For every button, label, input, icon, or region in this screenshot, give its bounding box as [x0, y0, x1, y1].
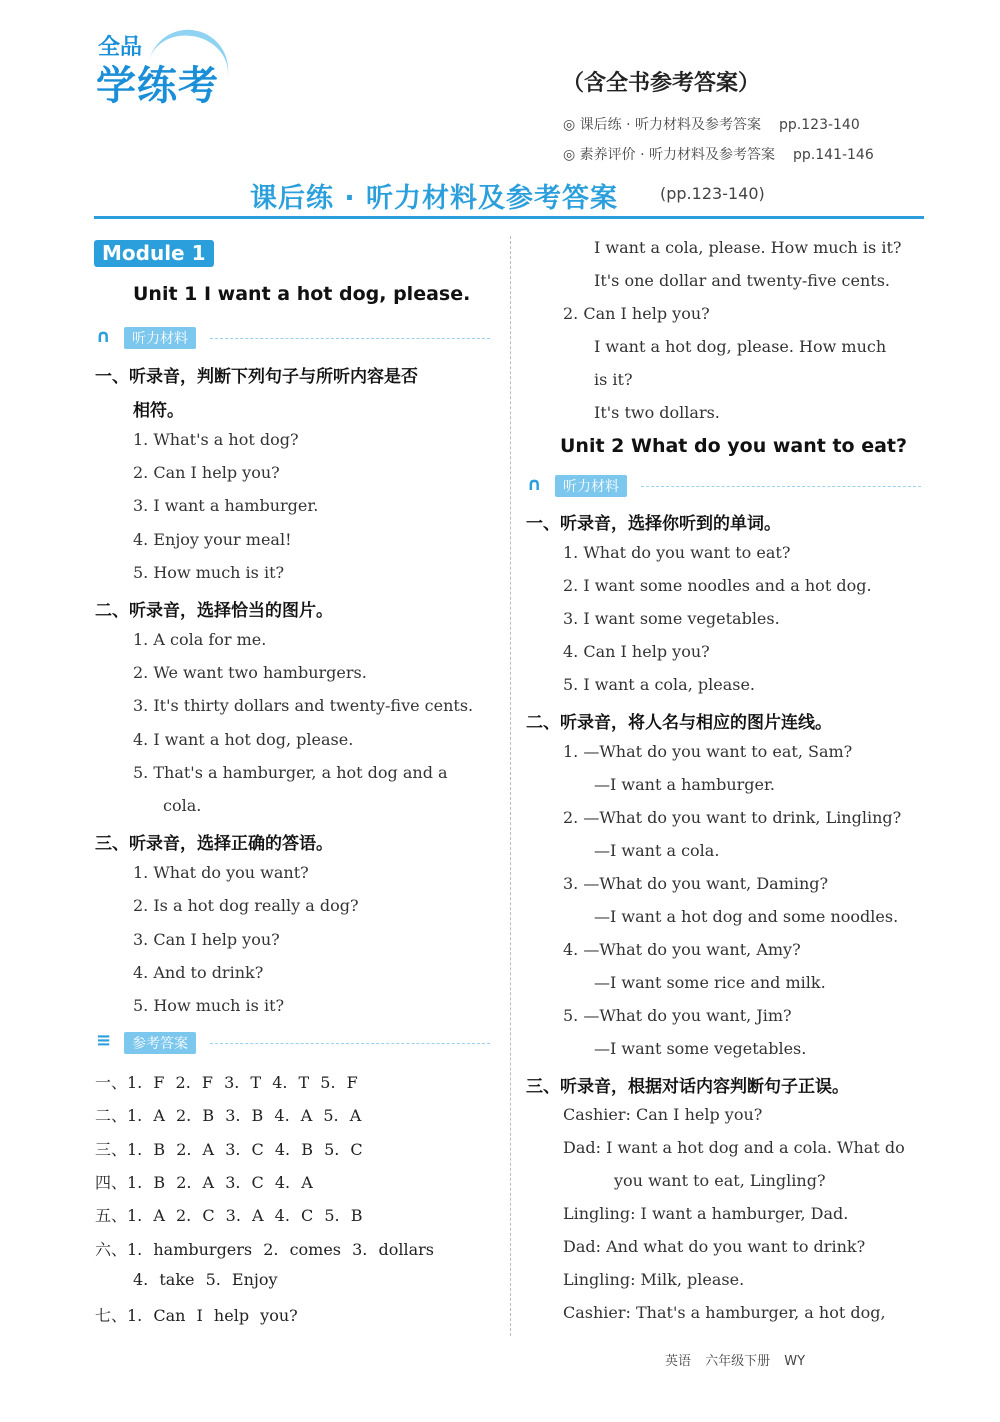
list-item: It's two dollars. [594, 403, 720, 422]
ref-pages: pp.123-140 [779, 117, 860, 133]
section-heading: 三、听录音，根据对话内容判断句子正误。 [526, 1077, 849, 1097]
section-heading-cont: 相符。 [133, 401, 184, 421]
list-item: 4. —What do you want, Amy? [563, 940, 801, 959]
dialogue-line: Lingling: Milk, please. [563, 1270, 745, 1289]
answer-row: 六、1. hamburgers 2. comes 3. dollars [95, 1240, 434, 1259]
answer-row: 七、1. Can I help you? [95, 1306, 298, 1325]
list-item: 1. A cola for me. [133, 630, 267, 649]
ref-pages: pp.141-146 [793, 147, 874, 163]
page-subtitle: （含全书参考答案） [562, 71, 761, 96]
answer-row: 四、1. B 2. A 3. C 4. A [95, 1173, 313, 1192]
answer-row: 一、1. F 2. F 3. T 4. T 5. F [95, 1073, 358, 1092]
answer-row: 4. take 5. Enjoy [133, 1270, 278, 1289]
tag-listening: 听力材料 [555, 475, 627, 497]
ref-line-2 [563, 144, 874, 164]
unit1-title: Unit 1 I want a hot dog, please. [133, 283, 471, 305]
list-item: 3. I want a hamburger. [133, 496, 319, 515]
answer-row: 二、1. A 2. B 3. B 4. A 5. A [95, 1106, 362, 1125]
dialogue-line: Lingling: I want a hamburger, Dad. [563, 1204, 849, 1223]
dialogue-line: Dad: And what do you want to drink? [563, 1237, 866, 1256]
list-item: 1. —What do you want to eat, Sam? [563, 742, 853, 761]
list-item: 2. We want two hamburgers. [133, 663, 367, 682]
dialogue-line: Cashier: That's a hamburger, a hot dog, [563, 1303, 886, 1322]
list-item: 3. Can I help you? [133, 930, 280, 949]
tag-answers: 参考答案 [124, 1032, 196, 1054]
unit2-title: Unit 2 What do you want to eat? [560, 435, 908, 457]
list-item: 4. Enjoy your meal! [133, 530, 292, 549]
dialogue-line: you want to eat, Lingling? [614, 1171, 826, 1190]
list-item: —I want a hot dog and some noodles. [594, 907, 899, 926]
tag-listening: 听力材料 [124, 327, 196, 349]
list-item: 2. I want some noodles and a hot dog. [563, 576, 872, 595]
list-item: 1. What do you want to eat? [563, 543, 791, 562]
list-item: —I want a hamburger. [594, 775, 775, 794]
list-item: 2. Is a hot dog really a dog? [133, 896, 359, 915]
list-item: 4. Can I help you? [563, 642, 710, 661]
ref-label: ◎ 素养评价 · 听力材料及参考答案 [563, 147, 776, 163]
tag-rule [210, 338, 490, 339]
answer-row: 五、1. A 2. C 3. A 4. C 5. B [95, 1206, 363, 1225]
section-heading: 一、听录音，选择你听到的单词。 [526, 514, 781, 534]
list-item: 4. And to drink? [133, 963, 264, 982]
title-rule [94, 216, 924, 219]
list-item: 3. I want some vegetables. [563, 609, 780, 628]
tag-rule [210, 1043, 490, 1044]
list-item: 1. What do you want? [133, 863, 309, 882]
list-item: 2. Can I help you? [133, 463, 280, 482]
section-heading: 一、听录音，判断下列句子与所听内容是否 [95, 367, 418, 387]
title-pages: (pp.123-140) [660, 184, 765, 203]
dialogue-line: Cashier: Can I help you? [563, 1105, 763, 1124]
module-badge: Module 1 [94, 240, 214, 267]
list-item: —I want a cola. [594, 841, 720, 860]
list-item: —I want some rice and milk. [594, 973, 826, 992]
headphones-icon: ∩ [527, 474, 542, 495]
page-footer: 英语 六年级下册 WY [665, 1354, 806, 1369]
ref-line-1 [563, 114, 860, 134]
logo-main: 学练考 [96, 63, 219, 109]
answer-row: 三、1. B 2. A 3. C 4. B 5. C [95, 1140, 363, 1159]
list-item: 1. What's a hot dog? [133, 430, 299, 449]
list-item: 4. I want a hot dog, please. [133, 730, 354, 749]
list-item: —I want some vegetables. [594, 1039, 807, 1058]
list-item: It's one dollar and twenty-five cents. [594, 271, 890, 290]
list-item: cola. [163, 796, 202, 815]
section-heading: 二、听录音，选择恰当的图片。 [95, 601, 333, 621]
list-item: 5. I want a cola, please. [563, 675, 755, 694]
list-item: 3. —What do you want, Daming? [563, 874, 829, 893]
list-item: is it? [594, 370, 633, 389]
ref-label: ◎ 课后练 · 听力材料及参考答案 [563, 117, 762, 133]
tag-rule [641, 486, 921, 487]
list-item: 5. How much is it? [133, 563, 285, 582]
dialogue-line: Dad: I want a hot dog and a cola. What do [563, 1138, 905, 1157]
lines-icon: ≡ [96, 1030, 112, 1051]
section-heading: 二、听录音，将人名与相应的图片连线。 [526, 713, 832, 733]
list-item: 5. That's a hamburger, a hot dog and a [133, 763, 448, 782]
list-item: 5. —What do you want, Jim? [563, 1006, 792, 1025]
logo-top: 全品 [98, 35, 143, 60]
page-title: 课后练 · 听力材料及参考答案 [250, 183, 619, 214]
list-item: I want a cola, please. How much is it? [594, 238, 902, 257]
list-item: I want a hot dog, please. How much [594, 337, 887, 356]
headphones-icon: ∩ [96, 326, 111, 347]
section-heading: 三、听录音，选择正确的答语。 [95, 834, 333, 854]
list-item: 3. It's thirty dollars and twenty-five cents. [133, 696, 474, 715]
list-item: 2. Can I help you? [563, 304, 710, 323]
list-item: 5. How much is it? [133, 996, 285, 1015]
list-item: 2. —What do you want to drink, Lingling? [563, 808, 902, 827]
column-divider [510, 236, 511, 1336]
